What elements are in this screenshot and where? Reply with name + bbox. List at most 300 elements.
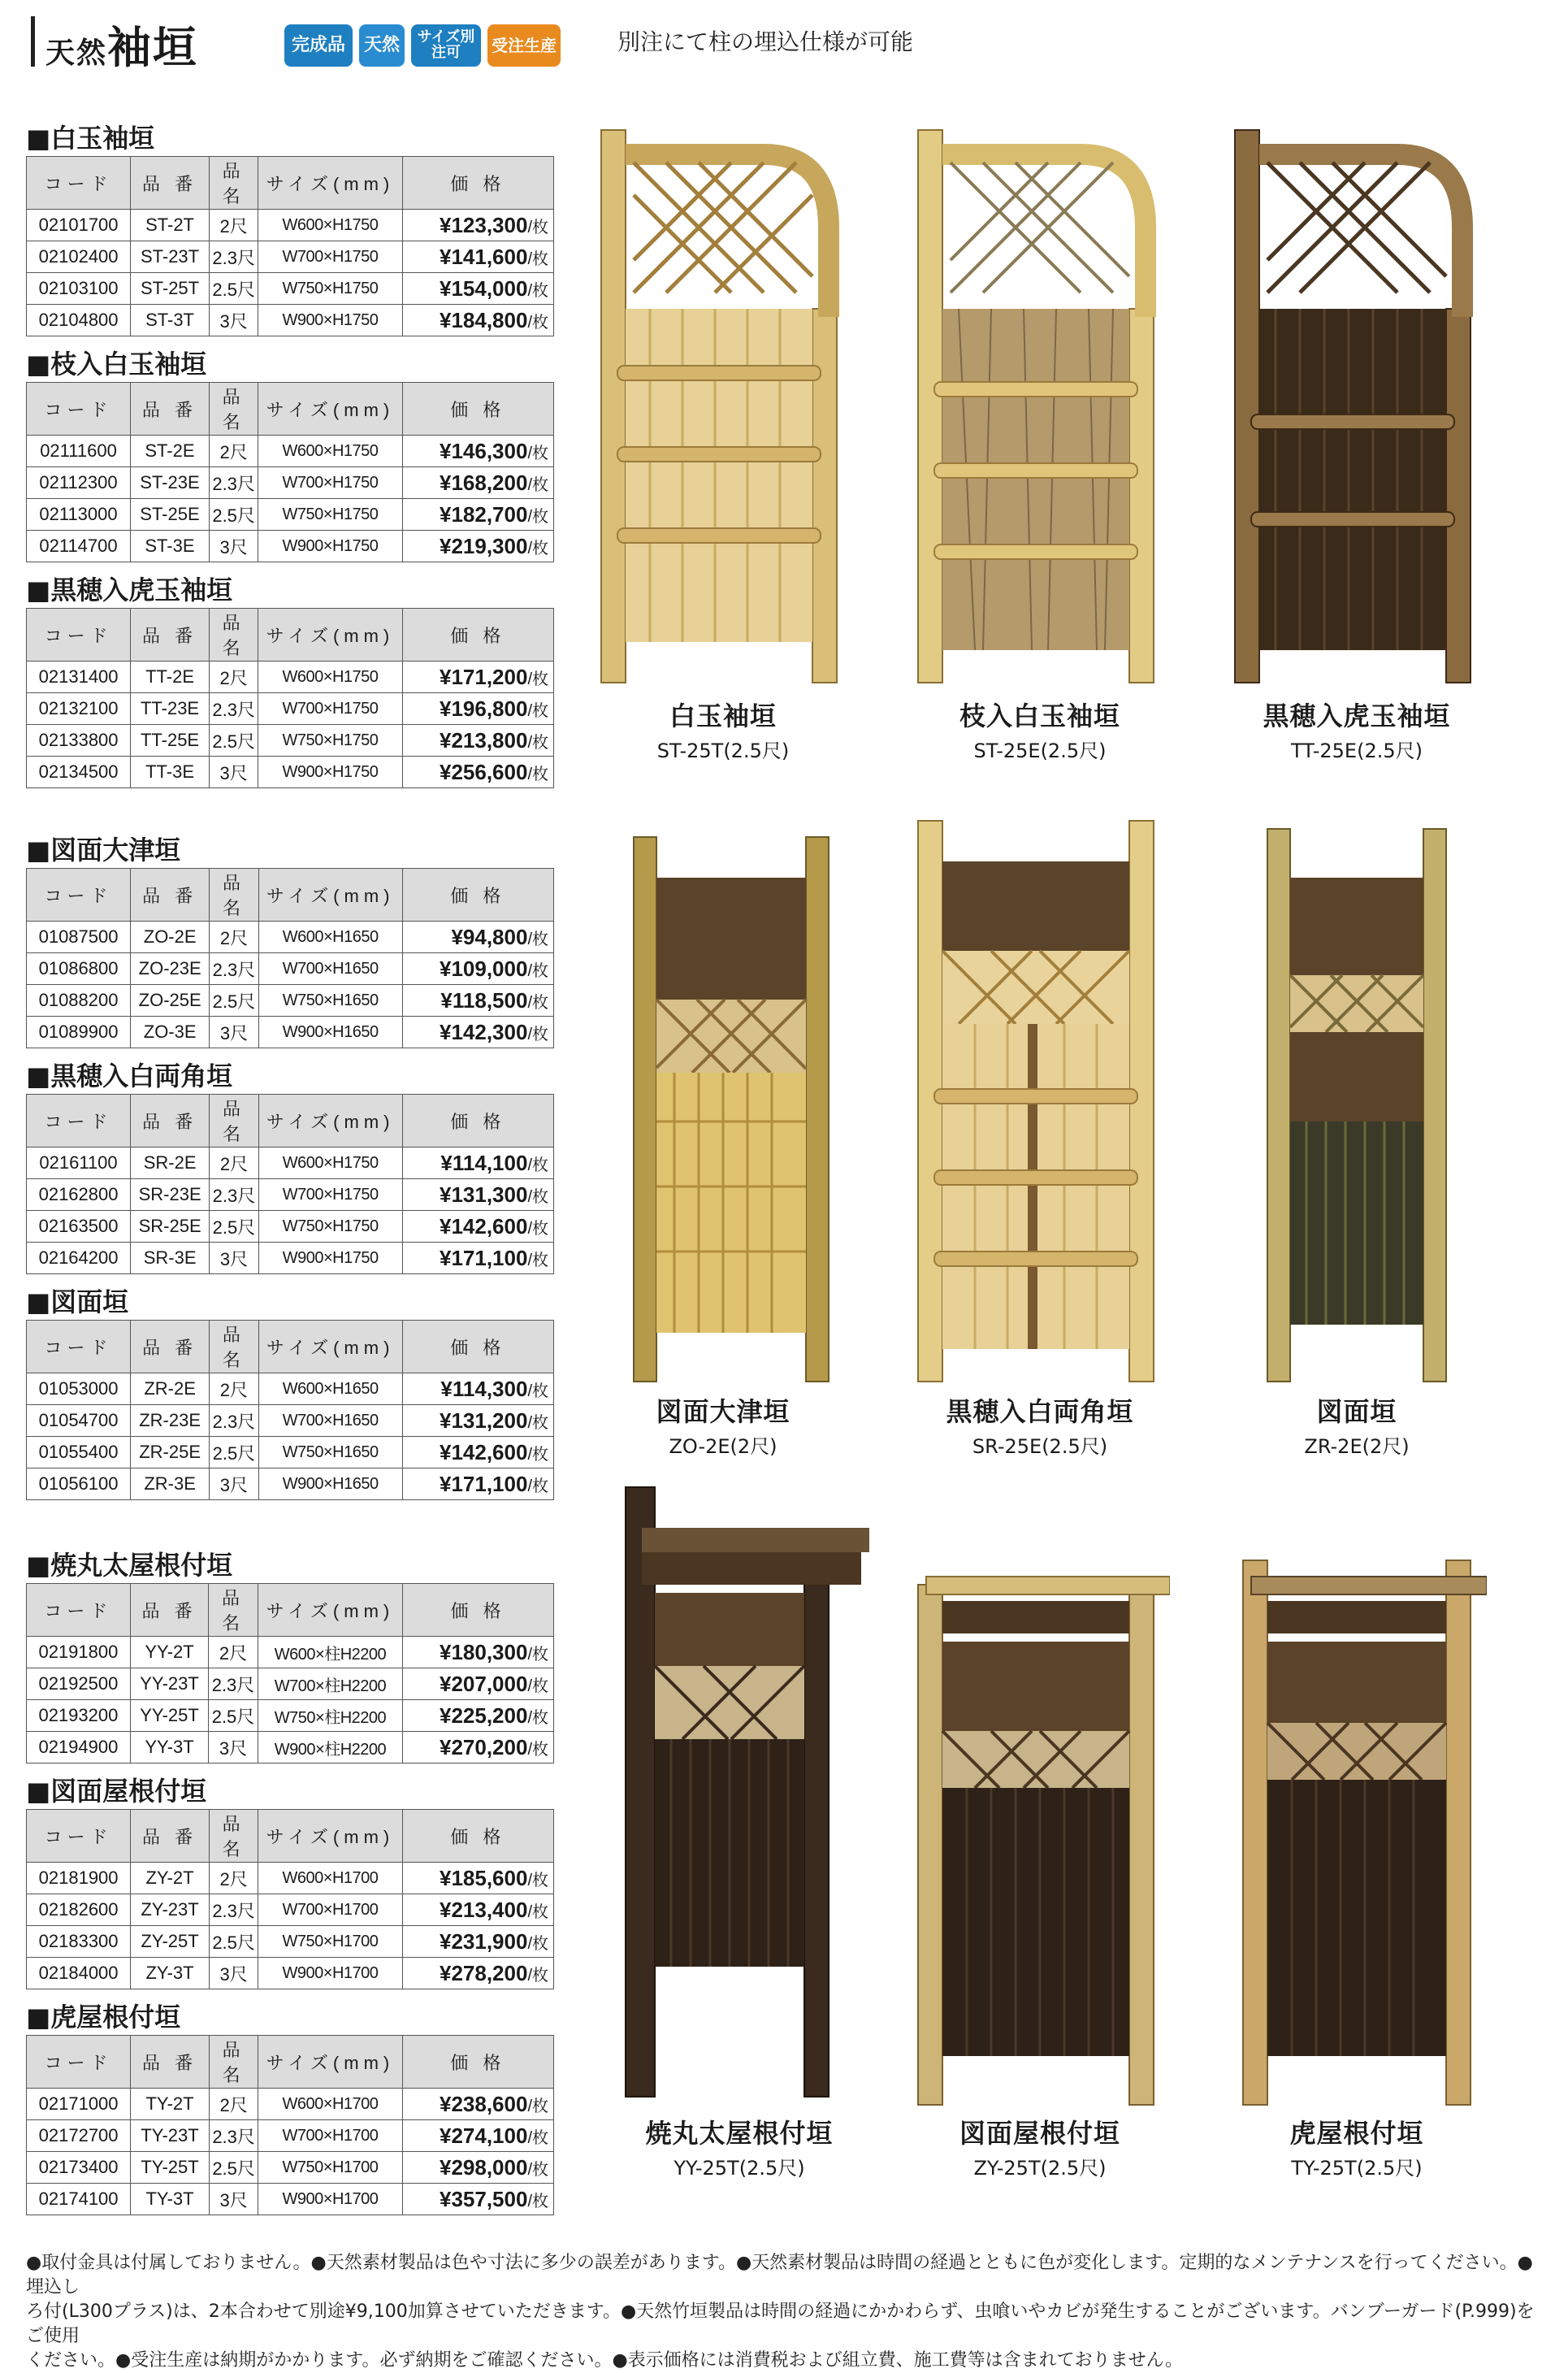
price-value: ¥114,300 <box>440 1376 528 1401</box>
price-unit: /枚 <box>527 1156 548 1174</box>
price-value: ¥270,200 <box>439 1734 528 1759</box>
dimensions: W750×H1750 <box>258 725 402 757</box>
table-row <box>27 210 554 241</box>
model-number: ST-23T <box>131 241 210 273</box>
table-header-row <box>27 869 554 922</box>
table-row <box>27 241 554 273</box>
price-value: ¥180,300 <box>439 1639 528 1664</box>
price-value: ¥142,600 <box>439 1439 528 1464</box>
product-code: 02164200 <box>27 1243 131 1274</box>
price-value: ¥225,200 <box>439 1703 528 1728</box>
table-row <box>27 1863 554 1894</box>
footer-line: ●取付金具は付属しておりません。●天然素材製品は色や寸法に多少の誤差があります。●天然素材製品は時間の経過とともに色が変化します。定期的なメンテナンスを行ってください。●埋込し <box>26 2253 1533 2297</box>
spec-table <box>26 2035 554 2215</box>
dimensions: W900×H1650 <box>258 1468 402 1500</box>
spec-table <box>26 1094 554 1274</box>
price-unit: /枚 <box>527 281 548 300</box>
table-row <box>27 305 554 336</box>
model-number: YY-3T <box>130 1732 209 1763</box>
table-row <box>27 1926 554 1958</box>
spec-section <box>26 346 554 562</box>
product-code: 02134500 <box>27 757 131 788</box>
column-header: 品 名 <box>209 1584 258 1637</box>
section-title: ■図面垣 <box>26 1286 129 1317</box>
table-row <box>27 985 554 1017</box>
price <box>402 531 553 562</box>
product-code: 02163500 <box>27 1211 131 1243</box>
model-number: ST-25T <box>131 273 210 305</box>
price-value: ¥231,900 <box>439 1928 528 1954</box>
product-code: 02162800 <box>27 1179 131 1211</box>
caption-st-25e: 枝入白玉袖垣 ST-25E(2.5尺) <box>959 701 1120 762</box>
price-value: ¥207,000 <box>439 1671 528 1696</box>
table-header-row <box>27 1810 554 1863</box>
product-size-name: 2.5尺 <box>210 985 258 1017</box>
price-value: ¥185,600 <box>439 1865 528 1890</box>
price <box>402 436 553 467</box>
spec-section <box>26 832 554 1048</box>
column-header: 品 名 <box>209 1810 258 1863</box>
product-code: 01056100 <box>27 1468 131 1500</box>
dimensions: W700×H1750 <box>258 693 402 725</box>
footer-line: ください。●受注生産は納期がかかります。必ず納期をご確認ください。●表示価格には消費税および組立費、施工費等は含まれておりません。 <box>26 2350 1183 2371</box>
price-value: ¥357,500 <box>439 2186 528 2211</box>
product-code: 02174100 <box>27 2184 131 2215</box>
column-header: コード <box>27 609 131 662</box>
column-header: 価 格 <box>402 1095 553 1147</box>
model-number: SR-2E <box>131 1147 210 1179</box>
badge-group <box>284 24 561 67</box>
product-size-name: 2.5尺 <box>209 1926 258 1958</box>
spec-section <box>26 1058 554 1274</box>
price <box>402 467 553 499</box>
product-photo-zo-2e <box>617 829 845 1390</box>
price-unit: /枚 <box>527 961 548 980</box>
spec-section <box>26 572 554 788</box>
dimensions: W600×H1650 <box>258 1373 402 1405</box>
column-header: 価 格 <box>402 157 553 210</box>
price-unit: /枚 <box>527 2192 548 2210</box>
product-size-name: 3尺 <box>209 757 258 788</box>
model-number: ZR-3E <box>131 1468 210 1500</box>
price-value: ¥298,000 <box>439 2154 528 2180</box>
column-header: 品 番 <box>131 609 210 662</box>
footer-line: ろ付(L300プラス)は、2本合わせて別途¥9,100加算させていただきます。●天然竹垣製品は時間の経過にかかわらず、虫喰いやカビが発生することがございます。バンブーガード(P.999)をご使用 <box>26 2301 1535 2346</box>
table-row <box>27 1668 554 1700</box>
badge-natural: 天然 <box>359 24 405 67</box>
product-code: 02114700 <box>27 531 131 562</box>
price <box>402 725 553 757</box>
column-header: 価 格 <box>402 383 553 436</box>
dimensions: W600×H1700 <box>258 2089 402 2120</box>
spec-table <box>26 1809 554 1989</box>
product-size-name: 2.3尺 <box>210 953 258 985</box>
model-number: ST-2E <box>131 436 210 467</box>
price-value: ¥213,800 <box>439 727 528 753</box>
price <box>402 499 553 531</box>
product-size-name: 2尺 <box>209 1863 258 1894</box>
price-unit: /枚 <box>527 1677 548 1695</box>
product-code: 01088200 <box>27 985 131 1017</box>
table-row <box>27 1179 554 1211</box>
spec-table <box>26 1583 554 1763</box>
price-unit: /枚 <box>527 2097 548 2115</box>
table-header-row <box>27 1321 554 1373</box>
spec-table <box>26 868 554 1048</box>
product-size-name: 3尺 <box>209 2184 258 2215</box>
product-size-name: 2.3尺 <box>209 1894 258 1926</box>
section-title: ■図面屋根付垣 <box>26 1776 207 1807</box>
product-size-name: 2尺 <box>209 436 258 467</box>
table-row <box>27 662 554 693</box>
price-value: ¥146,300 <box>439 438 528 463</box>
dimensions: W700×H1650 <box>258 1405 402 1437</box>
table-header-row <box>27 383 554 436</box>
product-code: 02192500 <box>27 1668 131 1700</box>
product-code: 02183300 <box>27 1926 131 1958</box>
price <box>402 1373 553 1405</box>
price-value: ¥278,200 <box>439 1960 528 1985</box>
column-header: 品 番 <box>131 869 210 922</box>
product-size-name: 3尺 <box>210 1468 258 1500</box>
table-row <box>27 2120 554 2152</box>
price-value: ¥142,300 <box>439 1019 528 1044</box>
price <box>402 1147 553 1179</box>
table-header-row <box>27 1095 554 1147</box>
dimensions: W750×H1750 <box>258 1211 402 1243</box>
section-title: ■黒穂入白両角垣 <box>26 1061 233 1091</box>
product-photo-st-25e <box>902 122 1170 691</box>
model-number: ZR-2E <box>131 1373 210 1405</box>
product-code: 02103100 <box>27 273 131 305</box>
product-code: 01086800 <box>27 953 131 985</box>
table-row <box>27 1732 554 1763</box>
model-number: ZR-25E <box>131 1437 210 1468</box>
price-unit: /枚 <box>527 507 548 526</box>
price-value: ¥256,600 <box>439 759 528 784</box>
table-row <box>27 725 554 757</box>
price-unit: /枚 <box>527 1251 548 1269</box>
badge-complete: 完成品 <box>284 24 353 67</box>
product-photo-zy-25t <box>902 1544 1170 2113</box>
table-row <box>27 2184 554 2215</box>
spec-section <box>26 1547 554 1763</box>
product-code: 02173400 <box>27 2152 131 2184</box>
price <box>402 1958 553 1989</box>
price-unit: /枚 <box>527 1413 548 1432</box>
product-size-name: 2尺 <box>209 2089 258 2120</box>
price-unit: /枚 <box>527 475 548 494</box>
spec-table <box>26 608 554 788</box>
price <box>402 1179 553 1211</box>
price-unit: /枚 <box>527 1740 548 1759</box>
price <box>402 2152 553 2184</box>
dimensions: W600×H1750 <box>258 662 402 693</box>
product-photo-st-25t <box>585 122 853 691</box>
price-value: ¥171,200 <box>439 664 528 689</box>
column-header: 品 名 <box>210 1095 258 1147</box>
dimensions: W600×H1750 <box>258 1147 402 1179</box>
model-number: YY-2T <box>130 1637 209 1668</box>
product-size-name: 2.5尺 <box>209 273 258 305</box>
column-header: コード <box>27 157 131 210</box>
spec-table <box>26 156 554 336</box>
dimensions: W700×H1700 <box>258 1894 402 1926</box>
product-code: 02132100 <box>27 693 131 725</box>
column-header: 品 名 <box>210 869 258 922</box>
product-size-name: 2.5尺 <box>210 1437 258 1468</box>
model-number: ST-2T <box>131 210 210 241</box>
table-row <box>27 1958 554 1989</box>
product-photo-zr-2e <box>1251 821 1462 1390</box>
caption-zo-2e: 図面大津垣 ZO-2E(2尺) <box>656 1396 790 1458</box>
model-number: YY-23T <box>130 1668 209 1700</box>
dimensions: W700×H1750 <box>258 467 402 499</box>
caption-yy-25t: 焼丸太屋根付垣 YY-25T(2.5尺) <box>645 2118 834 2180</box>
price <box>402 1468 553 1500</box>
dimensions: W750×H1750 <box>258 499 402 531</box>
dimensions: W750×H1650 <box>258 1437 402 1468</box>
column-header: 品 名 <box>210 1321 258 1373</box>
column-header: 品 番 <box>131 2036 210 2089</box>
caption-sr-25e: 黒穂入白両角垣 SR-25E(2.5尺) <box>946 1396 1134 1458</box>
model-number: TT-25E <box>131 725 210 757</box>
price-unit: /枚 <box>527 1445 548 1464</box>
table-row <box>27 1468 554 1500</box>
dimensions: W900×H1750 <box>258 1243 402 1274</box>
spec-section <box>26 1773 554 1989</box>
model-number: ZO-25E <box>131 985 210 1017</box>
section-title: ■枝入白玉袖垣 <box>26 349 207 380</box>
price-unit: /枚 <box>527 670 548 688</box>
price <box>402 985 553 1017</box>
badge-custom-size: サイズ別注可 <box>411 24 481 67</box>
price-unit: /枚 <box>527 993 548 1012</box>
price-value: ¥123,300 <box>439 212 528 237</box>
dimensions: W750×H1700 <box>258 1926 402 1958</box>
price <box>402 1405 553 1437</box>
spec-section <box>26 1999 554 2215</box>
product-photo-tt-25e <box>1219 122 1487 691</box>
product-size-name: 2尺 <box>210 922 258 953</box>
product-code: 01054700 <box>27 1405 131 1437</box>
product-code: 02182600 <box>27 1894 131 1926</box>
table-row <box>27 467 554 499</box>
product-code: 02171000 <box>27 2089 131 2120</box>
table-row <box>27 531 554 562</box>
dimensions: W600×H1750 <box>258 210 402 241</box>
dimensions: W700×H1700 <box>258 2120 402 2152</box>
header-note: 別注にて柱の埋込仕様が可能 <box>617 28 914 55</box>
price-value: ¥184,800 <box>439 307 528 332</box>
dimensions: W700×H1650 <box>258 953 402 985</box>
column-header: 品 番 <box>130 1584 209 1637</box>
model-number: TT-3E <box>131 757 210 788</box>
price <box>402 1437 553 1468</box>
header-accent-bar <box>31 16 35 67</box>
model-number: SR-3E <box>131 1243 210 1274</box>
spec-section <box>26 1284 554 1500</box>
section-title: ■虎屋根付垣 <box>26 2002 181 2032</box>
model-number: ZO-2E <box>131 922 210 953</box>
column-header: コード <box>27 2036 131 2089</box>
product-photo-sr-25e <box>902 813 1170 1390</box>
dimensions: W750×H1750 <box>258 273 402 305</box>
product-code: 02181900 <box>27 1863 131 1894</box>
price-unit: /枚 <box>527 539 548 557</box>
price <box>402 757 553 788</box>
column-header: 価 格 <box>402 869 553 922</box>
price-value: ¥118,500 <box>440 987 528 1013</box>
product-code: 01053000 <box>27 1373 131 1405</box>
price <box>402 305 553 336</box>
product-code: 02104800 <box>27 305 131 336</box>
product-code: 02112300 <box>27 467 131 499</box>
table-header-row <box>27 2036 554 2089</box>
price-value: ¥131,300 <box>439 1182 528 1207</box>
model-number: YY-25T <box>130 1700 209 1732</box>
model-number: ZY-23T <box>131 1894 210 1926</box>
column-header: 品 番 <box>131 157 210 210</box>
model-number: ZY-25T <box>131 1926 210 1958</box>
price-value: ¥141,600 <box>439 244 528 269</box>
price <box>402 241 553 273</box>
price-value: ¥213,400 <box>439 1897 528 1922</box>
column-header: サイズ(mm) <box>258 1584 402 1637</box>
column-header: 品 番 <box>131 1810 210 1863</box>
product-size-name: 2.5尺 <box>209 1700 258 1732</box>
price-value: ¥238,600 <box>439 2091 528 2116</box>
model-number: ST-23E <box>131 467 210 499</box>
column-header: 価 格 <box>402 2036 553 2089</box>
price-unit: /枚 <box>527 1477 548 1495</box>
column-header: サイズ(mm) <box>258 609 402 662</box>
price-unit: /枚 <box>527 1025 548 1043</box>
dimensions: W750×H1700 <box>258 2152 402 2184</box>
model-number: ST-25E <box>131 499 210 531</box>
product-size-name: 2.3尺 <box>209 693 258 725</box>
model-number: TY-2T <box>131 2089 210 2120</box>
price <box>402 1017 553 1048</box>
table-header-row <box>27 1584 554 1637</box>
product-code: 01087500 <box>27 922 131 953</box>
price <box>402 1211 553 1243</box>
price-unit: /枚 <box>527 930 548 948</box>
product-code: 02111600 <box>27 436 131 467</box>
column-header: サイズ(mm) <box>258 383 402 436</box>
product-size-name: 2.5尺 <box>209 725 258 757</box>
product-size-name: 3尺 <box>209 305 258 336</box>
model-number: ZO-3E <box>131 1017 210 1048</box>
price-value: ¥182,700 <box>439 501 528 527</box>
model-number: SR-25E <box>131 1211 210 1243</box>
dimensions: W600×H1650 <box>258 922 402 953</box>
dimensions: W900×H1700 <box>258 2184 402 2215</box>
price-unit: /枚 <box>527 1219 548 1238</box>
table-row <box>27 1147 554 1179</box>
dimensions: W900×H1650 <box>258 1017 402 1048</box>
model-number: TT-23E <box>131 693 210 725</box>
column-header: サイズ(mm) <box>258 157 402 210</box>
product-size-name: 2尺 <box>209 210 258 241</box>
table-row <box>27 2152 554 2184</box>
price-unit: /枚 <box>527 1902 548 1921</box>
price-value: ¥154,000 <box>439 275 528 301</box>
table-row <box>27 1894 554 1926</box>
product-code: 02161100 <box>27 1147 131 1179</box>
table-row <box>27 499 554 531</box>
price-value: ¥196,800 <box>439 696 528 721</box>
column-header: サイズ(mm) <box>258 1095 402 1147</box>
table-row <box>27 436 554 467</box>
column-header: コード <box>27 1095 131 1147</box>
table-row <box>27 757 554 788</box>
column-header: サイズ(mm) <box>258 869 402 922</box>
dimensions: W600×H1700 <box>258 1863 402 1894</box>
table-row <box>27 953 554 985</box>
dimensions: W900×H1750 <box>258 757 402 788</box>
column-header: 品 番 <box>131 383 210 436</box>
price-value: ¥109,000 <box>439 956 528 981</box>
price <box>402 1926 553 1958</box>
caption-tt-25e: 黒穂入虎玉袖垣 TT-25E(2.5尺) <box>1263 701 1451 762</box>
product-size-name: 2.3尺 <box>210 1405 258 1437</box>
price-unit: /枚 <box>527 313 548 332</box>
product-code: 02193200 <box>27 1700 131 1732</box>
column-header: 品 番 <box>131 1095 210 1147</box>
column-header: コード <box>27 383 131 436</box>
price <box>403 1637 554 1668</box>
dimensions: W750×H1650 <box>258 985 402 1017</box>
product-size-name: 2.5尺 <box>210 1211 258 1243</box>
column-header: コード <box>27 1321 131 1373</box>
product-size-name: 2.3尺 <box>209 1668 258 1700</box>
spec-table <box>26 1320 554 1500</box>
dimensions: W600×H1750 <box>258 436 402 467</box>
product-size-name: 2.5尺 <box>209 2152 258 2184</box>
caption-zy-25t: 図面屋根付垣 ZY-25T(2.5尺) <box>959 2118 1120 2180</box>
dimensions: W700×柱H2200 <box>258 1668 402 1700</box>
product-size-name: 3尺 <box>209 1732 258 1763</box>
spec-table <box>26 382 554 562</box>
column-header: 価 格 <box>402 609 553 662</box>
dimensions: W700×H1750 <box>258 241 402 273</box>
column-header: 価 格 <box>403 1584 554 1637</box>
model-number: TT-2E <box>131 662 210 693</box>
product-code: 02113000 <box>27 499 131 531</box>
table-row <box>27 2089 554 2120</box>
product-code: 02101700 <box>27 210 131 241</box>
table-row <box>27 1211 554 1243</box>
price-unit: /枚 <box>527 1382 548 1400</box>
product-size-name: 2.3尺 <box>209 2120 258 2152</box>
column-header: 品 名 <box>209 157 258 210</box>
price-unit: /枚 <box>527 2128 548 2147</box>
price-unit: /枚 <box>527 444 548 462</box>
table-row <box>27 1637 554 1668</box>
dimensions: W750×柱H2200 <box>258 1700 402 1732</box>
table-row <box>27 1243 554 1274</box>
price <box>402 1863 553 1894</box>
price <box>402 273 553 305</box>
price <box>403 1668 554 1700</box>
badge-made-to-order: 受注生産 <box>487 24 561 67</box>
column-header: 品 名 <box>209 383 258 436</box>
product-size-name: 2.5尺 <box>209 499 258 531</box>
column-header: 品 名 <box>209 609 258 662</box>
table-row <box>27 922 554 953</box>
price-unit: /枚 <box>527 1871 548 1889</box>
